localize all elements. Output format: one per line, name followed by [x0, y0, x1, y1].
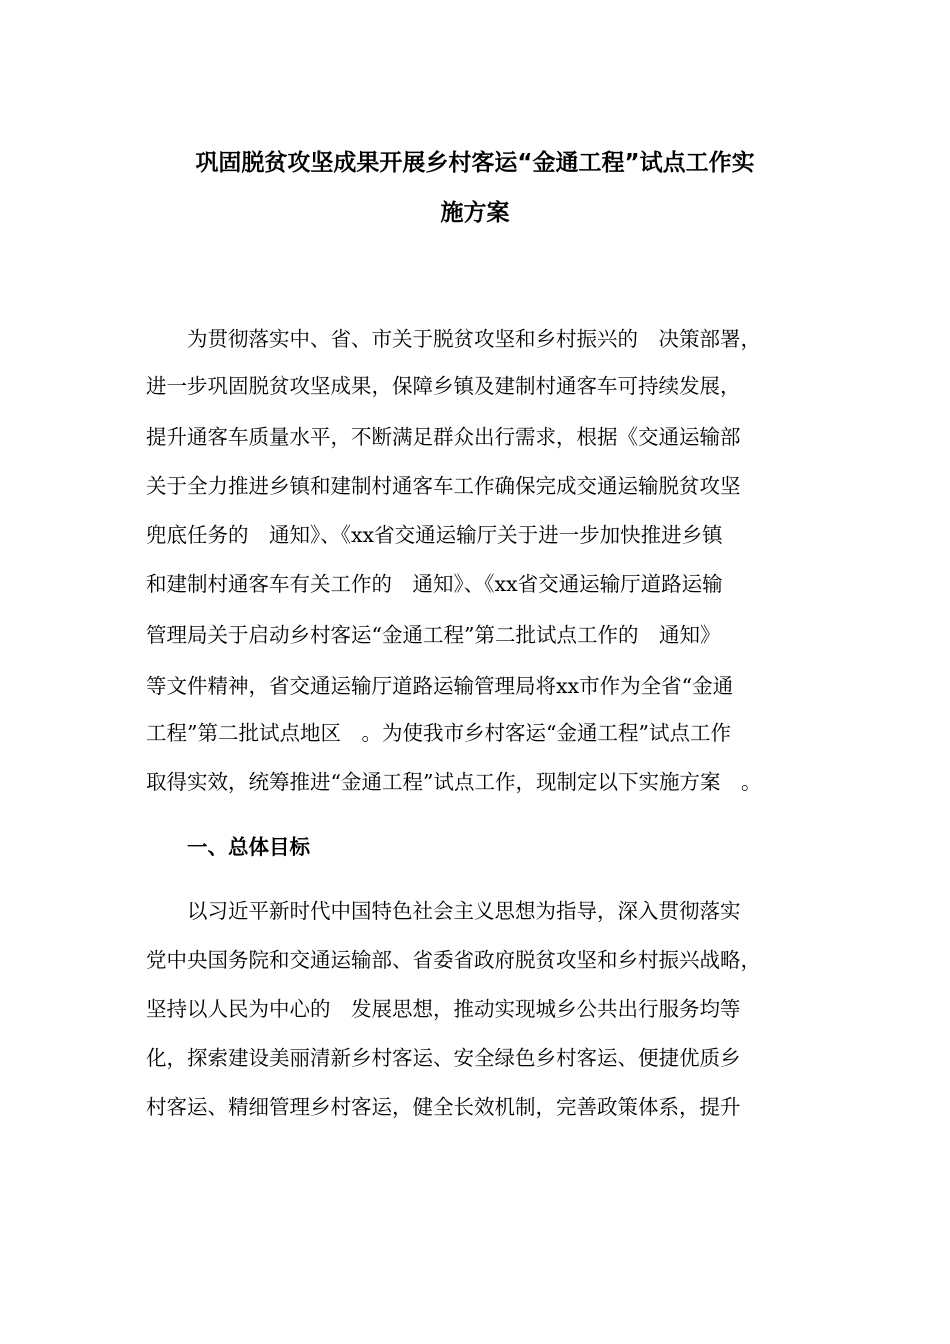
- intro-line-4: 关于全力推进乡镇和建制村通客车工作确保完成交通运输脱贫攻坚: [146, 474, 741, 498]
- section1-line-4: 化，探索建设美丽清新乡村客运、安全绿色乡村客运、便捷优质乡: [146, 1046, 741, 1070]
- document-title-line-2: 施方案: [440, 200, 510, 226]
- intro-line-5: 兜底任务的 通知》、《xx省交通运输厅关于进一步加快推进乡镇: [146, 523, 723, 547]
- intro-line-7: 管理局关于启动乡村客运“金通工程”第二批试点工作的 通知》: [146, 623, 721, 647]
- intro-line-3: 提升通客车质量水平，不断满足群众出行需求，根据《交通运输部: [146, 425, 741, 449]
- intro-line-2: 进一步巩固脱贫攻坚成果，保障乡镇及建制村通客车可持续发展，: [146, 374, 741, 398]
- section-heading-1: 一、总体目标: [146, 835, 310, 859]
- intro-line-10: 取得实效，统筹推进“金通工程”试点工作，现制定以下实施方案 。: [146, 770, 762, 794]
- section1-line-1: 以习近平新时代中国特色社会主义思想为指导，深入贯彻落实: [146, 899, 741, 923]
- intro-line-1: 为贯彻落实中、省、市关于脱贫攻坚和乡村振兴的 决策部署，: [146, 327, 761, 351]
- document-title-line-1: 巩固脱贫攻坚成果开展乡村客运“金通工程”试点工作实: [195, 150, 755, 176]
- intro-line-8: 等文件精神，省交通运输厅道路运输管理局将xx市作为全省“金通: [146, 674, 734, 698]
- section1-line-3: 坚持以人民为中心的 发展思想，推动实现城乡公共出行服务均等: [146, 997, 741, 1021]
- intro-line-6: 和建制村通客车有关工作的 通知》、《xx省交通运输厅道路运输: [146, 572, 723, 596]
- section1-line-5: 村客运、精细管理乡村客运，健全长效机制，完善政策体系，提升: [146, 1095, 741, 1119]
- intro-line-9: 工程”第二批试点地区 。为使我市乡村客运“金通工程”试点工作: [146, 721, 731, 745]
- section1-line-2: 党中央国务院和交通运输部、省委省政府脱贫攻坚和乡村振兴战略，: [146, 948, 761, 972]
